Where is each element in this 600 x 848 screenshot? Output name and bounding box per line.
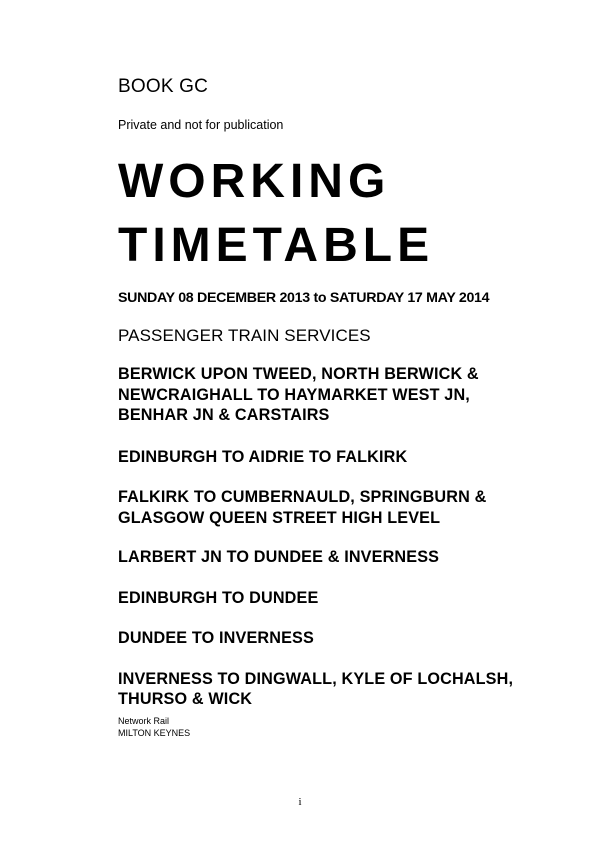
route-item: EDINBURGH TO AIDRIE TO FALKIRK [118,447,408,466]
issuer-name: Network Rail [118,716,170,726]
issuer-block [118,716,190,739]
title-line-2: TIMETABLE [118,219,435,272]
title-line-1: WORKING [118,155,391,208]
service-type: PASSENGER TRAIN SERVICES [118,326,371,345]
route-item: DUNDEE TO INVERNESS [118,629,314,647]
book-code: BOOK GC [118,76,209,97]
route-item: LARBERT JN TO DUNDEE & INVERNESS [118,548,440,566]
privacy-notice: Private and not for publication [118,118,284,132]
route-item: FALKIRK TO CUMBERNAULD, SPRINGBURN & GLASGOW QUEEN STREET HIGH LEVEL [118,488,487,527]
validity-dates: SUNDAY 08 DECEMBER 2013 to SATURDAY 17 MAY 2014 [118,290,490,306]
route-list [118,364,513,710]
page-number: i [298,796,302,808]
route-item: INVERNESS TO DINGWALL, KYLE OF LOCHALSH, THURSO & WICK [118,669,514,708]
route-item: EDINBURGH TO DUNDEE [118,588,319,607]
route-item: BERWICK UPON TWEED, NORTH BERWICK & NEWCRAIGHALL TO HAYMARKET WEST JN, BENHAR JN & CARSTAIRS [118,365,479,424]
issuer-location: MILTON KEYNES [118,727,191,738]
